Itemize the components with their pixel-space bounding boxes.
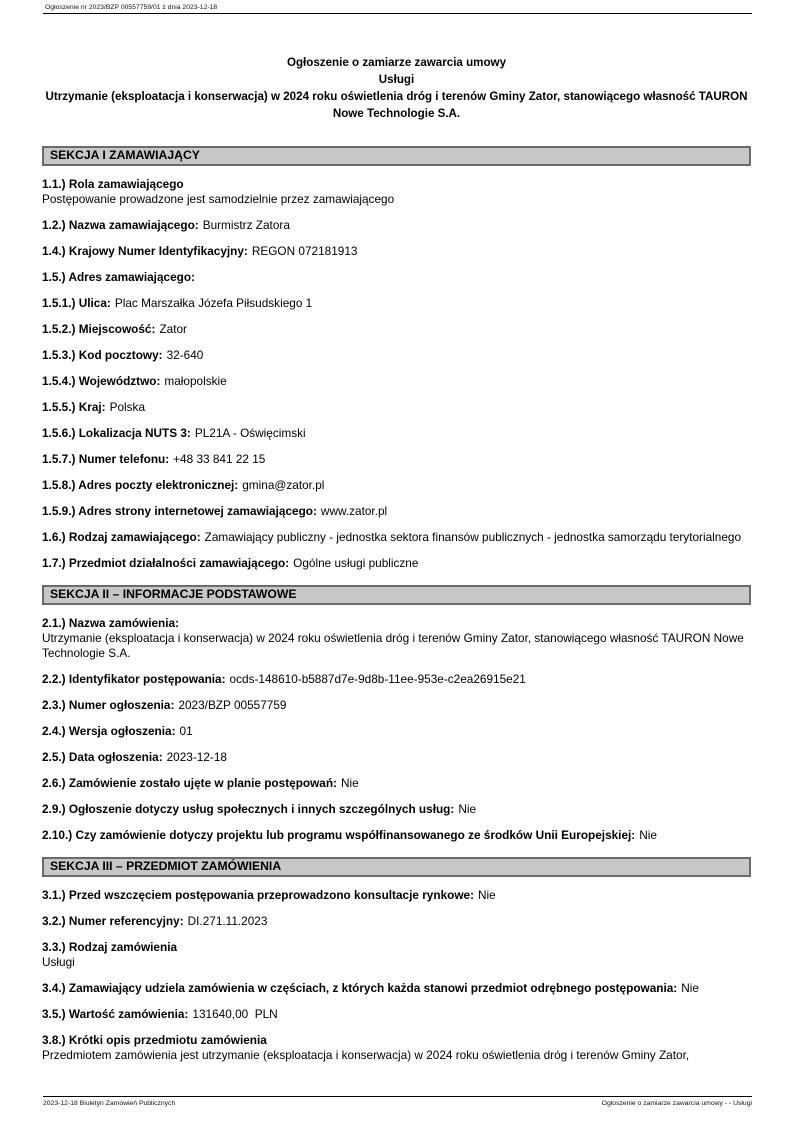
field-row-1-5-6	[42, 426, 751, 441]
field-label: 1.7.) Przedmiot działalności zamawiającego:	[42, 556, 290, 570]
field-label: 2.1.) Nazwa zamówienia:	[42, 616, 180, 630]
field-label: 2.9.) Ogłoszenie dotyczy usług społecznych i innych szczególnych usług:	[42, 802, 455, 816]
field-value: DI.271.11.2023	[187, 914, 268, 928]
field-row-1-5-5	[42, 400, 751, 415]
field-label: 2.5.) Data ogłoszenia:	[42, 750, 163, 764]
field-row-1-1	[42, 177, 751, 207]
doc-type-title: Ogłoszenie o zamiarze zawarcia umowy	[286, 56, 507, 69]
field-label: 1.5.7.) Numer telefonu:	[42, 452, 170, 466]
footer-doc-type: Ogłoszenie o zamiarze zawarcia umowy - - Usługi	[601, 1100, 752, 1107]
field-value: Plac Marszałka Józefa Piłsudskiego 1	[114, 296, 313, 310]
field-row-1-5-9	[42, 504, 751, 519]
field-row-1-6	[42, 530, 751, 545]
field-row-1-2	[42, 218, 751, 233]
field-label: 3.1.) Przed wszczęciem postępowania przeprowadzono konsultacje rynkowe:	[42, 888, 475, 902]
field-value: Nie	[681, 981, 699, 995]
field-value: 2023/BZP 00557759	[178, 698, 287, 712]
field-label: 3.4.) Zamawiający udziela zamówienia w częściach, z których każda stanowi przedmiot odrębnego postępowania:	[42, 981, 678, 995]
field-label: 1.2.) Nazwa zamawiającego:	[42, 218, 199, 232]
field-label: 2.4.) Wersja ogłoszenia:	[42, 724, 176, 738]
section-heading-2: SEKCJA II – INFORMACJE PODSTAWOWE	[42, 585, 751, 605]
footer-date-publisher: 2023-12-18 Biuletyn Zamówień Publicznych	[43, 1100, 176, 1107]
field-label: 1.5.3.) Kod pocztowy:	[42, 348, 163, 362]
field-row-2-3	[42, 698, 751, 713]
field-row-3-2	[42, 914, 751, 929]
field-label: 1.5.8.) Adres poczty elektronicznej:	[42, 478, 239, 492]
field-row-2-1	[42, 616, 751, 661]
document-content	[42, 54, 751, 1063]
field-value: gmina@zator.pl	[242, 478, 325, 492]
field-label: 1.5.2.) Miejscowość:	[42, 322, 156, 336]
field-row-3-4	[42, 981, 751, 996]
page-footer	[43, 1096, 752, 1108]
field-value: małopolskie	[164, 374, 227, 388]
field-label: 1.5.4.) Województwo:	[42, 374, 161, 388]
field-value: Ogólne usługi publiczne	[293, 556, 419, 570]
field-row-3-3	[42, 940, 751, 970]
field-text: Przedmiotem zamówienia jest utrzymanie (eksploatacja i konserwacja) w 2024 roku oświetlenia dróg i terenów Gminy Zator,	[42, 1048, 690, 1062]
field-label: 2.3.) Numer ogłoszenia:	[42, 698, 175, 712]
field-value: 32-640	[166, 348, 204, 362]
field-row-1-7	[42, 556, 751, 571]
field-label: 2.6.) Zamówienie zostało ujęte w planie postępowań:	[42, 776, 337, 790]
field-label: 2.10.) Czy zamówienie dotyczy projektu lub programu współfinansowanego ze środków Unii Europejskiej:	[42, 828, 636, 842]
document-title-block	[42, 54, 751, 122]
field-label: 1.5.6.) Lokalizacja NUTS 3:	[42, 426, 191, 440]
field-row-1-5-8	[42, 478, 751, 493]
field-row-2-4	[42, 724, 751, 739]
field-value: Nie	[478, 888, 496, 902]
field-label: 1.1.) Rola zamawiającego	[42, 177, 184, 191]
field-label: 1.4.) Krajowy Numer Identyfikacyjny:	[42, 244, 248, 258]
field-value: Burmistrz Zatora	[202, 218, 290, 232]
field-label: 1.5.1.) Ulica:	[42, 296, 111, 310]
field-value: ocds-148610-b5887d7e-9d8b-11ee-953e-c2ea26915e21	[229, 672, 526, 686]
field-label: 3.3.) Rodzaj zamówienia	[42, 940, 178, 954]
field-row-3-5	[42, 1007, 751, 1022]
field-row-1-5-4	[42, 374, 751, 389]
field-value: PL21A - Oświęcimski	[194, 426, 306, 440]
field-row-2-10	[42, 828, 751, 843]
field-row-2-5	[42, 750, 751, 765]
field-label: 1.5.5.) Kraj:	[42, 400, 106, 414]
field-value: Polska	[109, 400, 146, 414]
field-label: 3.8.) Krótki opis przedmiotu zamówienia	[42, 1033, 267, 1047]
field-label: 3.2.) Numer referencyjny:	[42, 914, 184, 928]
field-label: 2.2.) Identyfikator postępowania:	[42, 672, 226, 686]
field-row-2-6	[42, 776, 751, 791]
field-value: Nie	[639, 828, 657, 842]
field-label: 3.5.) Wartość zamówienia:	[42, 1007, 189, 1021]
announcement-number-note: Ogłoszenie nr 2023/BZP 00557759/01 z dnia 2023-12-18	[45, 4, 218, 11]
field-row-1-5	[42, 270, 751, 285]
field-value: Nie	[458, 802, 477, 816]
doc-subject-title: Utrzymanie (eksploatacja i konserwacja) w 2024 roku oświetlenia dróg i terenów Gminy Zator, stanowiącego własność TAURON Nowe Technologie S.A.	[45, 90, 748, 120]
field-value: 131640,00 PLN	[192, 1007, 278, 1021]
field-row-3-8	[42, 1033, 751, 1063]
field-value: www.zator.pl	[320, 504, 388, 518]
field-label: 1.5.) Adres zamawiającego:	[42, 270, 195, 284]
field-value: +48 33 841 22 15	[173, 452, 266, 466]
field-text: Utrzymanie (eksploatacja i konserwacja) w 2024 roku oświetlenia dróg i terenów Gminy Zator, stanowiącego własność TAURON Nowe Technologie S.A.	[42, 631, 744, 660]
field-row-1-4	[42, 244, 751, 259]
field-row-1-5-1	[42, 296, 751, 311]
field-row-1-5-2	[42, 322, 751, 337]
field-row-1-5-7	[42, 452, 751, 467]
field-row-1-5-3	[42, 348, 751, 363]
field-value: Nie	[340, 776, 359, 790]
field-value: 2023-12-18	[166, 750, 227, 764]
section-heading-3: SEKCJA III – PRZEDMIOT ZAMÓWIENIA	[42, 857, 751, 877]
header-rule	[43, 13, 752, 14]
field-text: Postępowanie prowadzone jest samodzielnie przez zamawiającego	[42, 192, 395, 206]
doc-category: Usługi	[378, 73, 415, 86]
field-value: Zamawiający publiczny - jednostka sektora finansów publicznych - jednostka samorządu terytorialnego	[204, 530, 742, 544]
field-value: Zator	[159, 322, 187, 336]
field-label: 1.6.) Rodzaj zamawiającego:	[42, 530, 201, 544]
field-label: 1.5.9.) Adres strony internetowej zamawiającego:	[42, 504, 317, 518]
section-heading-1: SEKCJA I ZAMAWIAJĄCY	[42, 146, 751, 166]
field-value: REGON 072181913	[251, 244, 358, 258]
field-row-2-2	[42, 672, 751, 687]
field-value: 01	[179, 724, 193, 738]
field-text: Usługi	[42, 955, 75, 969]
field-row-2-9	[42, 802, 751, 817]
field-row-3-1	[42, 888, 751, 903]
